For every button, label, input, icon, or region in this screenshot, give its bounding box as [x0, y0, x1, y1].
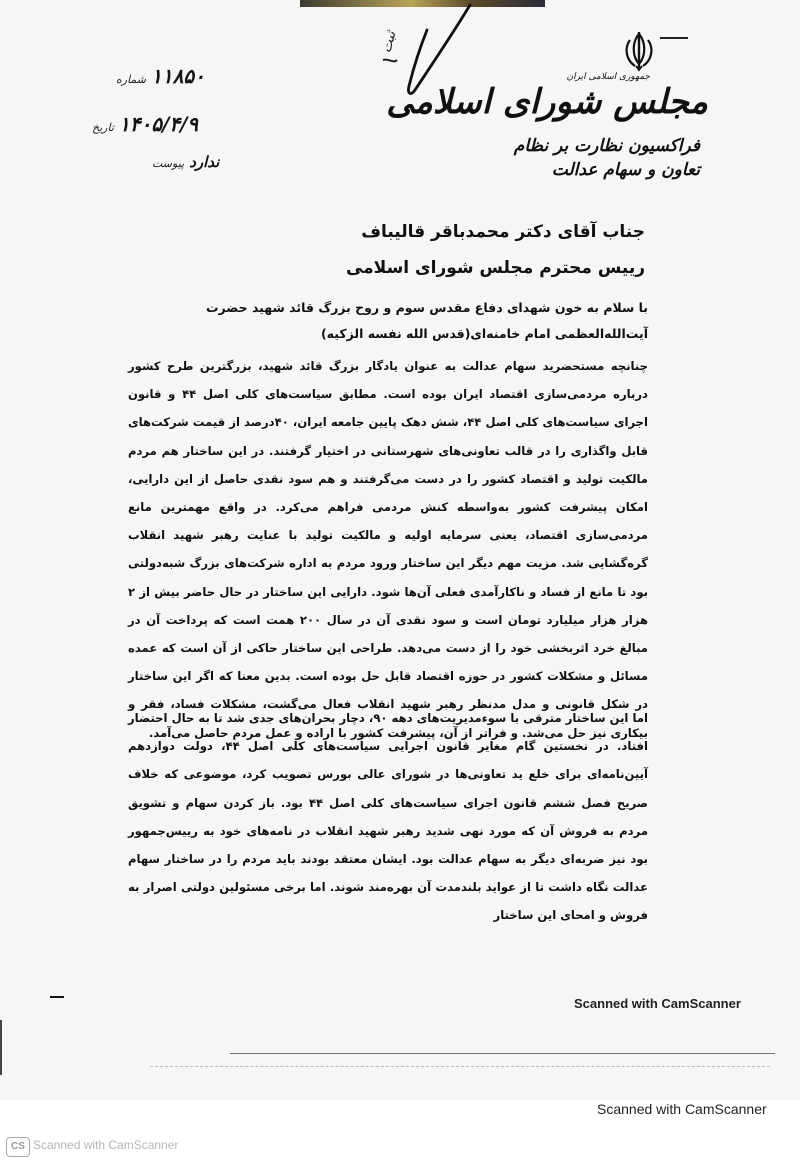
letter-paragraph-1: چنانچه مستحضرید سهام عدالت به عنوان یادگار بزرگ قائد شهید، بزرگترین طرح کشور درباره مردمی‌سازی اقتصاد ایران بوده است. مطابق سیاست‌های کلی اصل ۴۴ و قانون اجرای سیاست‌های کلی اصل ۴۴، شش دهک پایین جامعه ایران، ۴۰درصد از قیمت شرکت‌های قابل واگذاری را در قالب تعاونی‌های شهرستانی در اختیار گرفتند. در این ساختار هم مردم مالکیت تولید و اقتصاد کشور را در دست می‌گرفتند و هم سود نقدی حاصل از این دارایی، امکان پیشرفت کشور به‌واسطه کنش مردمی فراهم می‌کرد. در واقع مهمترین مانع مردمی‌سازی اقتصاد، یعنی سرمایه اولیه و مالکیت تولید با عنایت رهبر شهید انقلاب گره‌گشایی شد. مزیت مهم دیگر این ساختار ورود مردم به اداره شرکت‌های بزرگ شبه‌دولتی بود تا مانع از فساد و ناکارآمدی فعلی آن‌ها شود. دارایی این ساختار در حال حاضر بیش از ۲ هزار هزار میلیارد تومان است و سود نقدی آن در سال ۲۰۰ همت است که پرداخت آن در مبالغ خرد اثربخشی خود را از دست می‌دهد. طراحی این ساختار حاکی از آن است که عمده مسائل و مشکلات کشور در حوزه اقتصاد قابل حل بوده است. بدین معنا که اگر این ساختار در شکل قانونی و مدل مدنظر رهبر شهید انقلاب فعال می‌گشت، مشکلات فساد، فقر و بیکاری نیز حل می‌شد. و فراتر از آن، پیشرفت کشور با اراده و عمل مردم حاصل می‌آمد.: [128, 359, 648, 740]
org-parliament-title: مجلس شورای اسلامی: [386, 82, 708, 122]
letter-paragraph-2: اما این ساختار مترقی با سوءمدیریت‌های دهه ۹۰، دچار بحران‌های جدی شد تا به حال احتضار افتاد. در نخستین گام مغایر قانون اجرایی سیاست‌های کلی اصل ۴۴، دولت دوازدهم آیین‌نامه‌ای برای خلع ید تعاونی‌ها در شورای عالی بورس تصویب کرد، موضوعی که خلاف صریح فصل ششم قانون اجرای سیاست‌های کلی اصل ۴۴ بود. باز کردن سهام و تشویق مردم به فروش آن که مورد نهی شدید رهبر شهید انقلاب در نامه‌های خود به رییس‌جمهور بود نیز ضربه‌ای دیگر به سهام عدالت بود. ایشان معتقد بودند باید مردم را در ساختار سهام عدالت نگاه داشت تا از عواید بلندمدت آن بهره‌مند شوند. اما برخی مسئولین دولتی اصرار به فروش و امحای این ساختار: [128, 711, 648, 923]
letter-number-label: شماره: [116, 73, 147, 86]
camscanner-watermark-outer: Scanned with CamScanner: [597, 1101, 767, 1117]
addressee-title: رییس محترم مجلس شورای اسلامی: [345, 258, 645, 278]
letter-number: [110, 64, 205, 88]
scan-edge-line: [0, 1020, 2, 1075]
org-commission-line2: تعاون و سهام عدالت: [551, 160, 700, 180]
letter-attachment: [146, 152, 219, 171]
letter-date: [86, 112, 198, 136]
emblem-rule: [660, 37, 688, 39]
letter-attachment-label: پیوست: [152, 157, 185, 170]
letter-number-value: ۱۱۸۵۰: [151, 64, 205, 88]
addressee-name: جناب آقای دکتر محمدباقر قالیباف: [361, 222, 645, 242]
camscanner-watermark-inner: Scanned with CamScanner: [574, 996, 741, 1011]
margin-dash: [50, 996, 64, 998]
letter-date-label: تاریخ: [92, 121, 114, 134]
camscanner-logo-icon: CS: [6, 1137, 30, 1157]
signature-note: ثبت: [378, 29, 400, 55]
letter-date-value: ۱۴۰۵/۴/۹: [118, 112, 199, 136]
greeting-line: با سلام به خون شهدای دفاع مقدس سوم و روح بزرگ قائد شهید حضرت آیت‌الله‌العظمی امام خامنه‌ای(قدس الله نفسه الزکیه): [205, 300, 648, 341]
page-bottom-dashed-line: [150, 1066, 770, 1067]
page-bottom-line: [230, 1053, 775, 1054]
iran-emblem-icon: [618, 30, 660, 72]
org-country-label: جمهوری اسلامی ایران: [566, 72, 650, 82]
org-commission-line1: فراکسیون نظارت بر نظام: [513, 136, 700, 156]
camscanner-footer-text: Scanned with CamScanner: [33, 1138, 179, 1152]
letter-attachment-value: ندارد: [189, 153, 220, 171]
